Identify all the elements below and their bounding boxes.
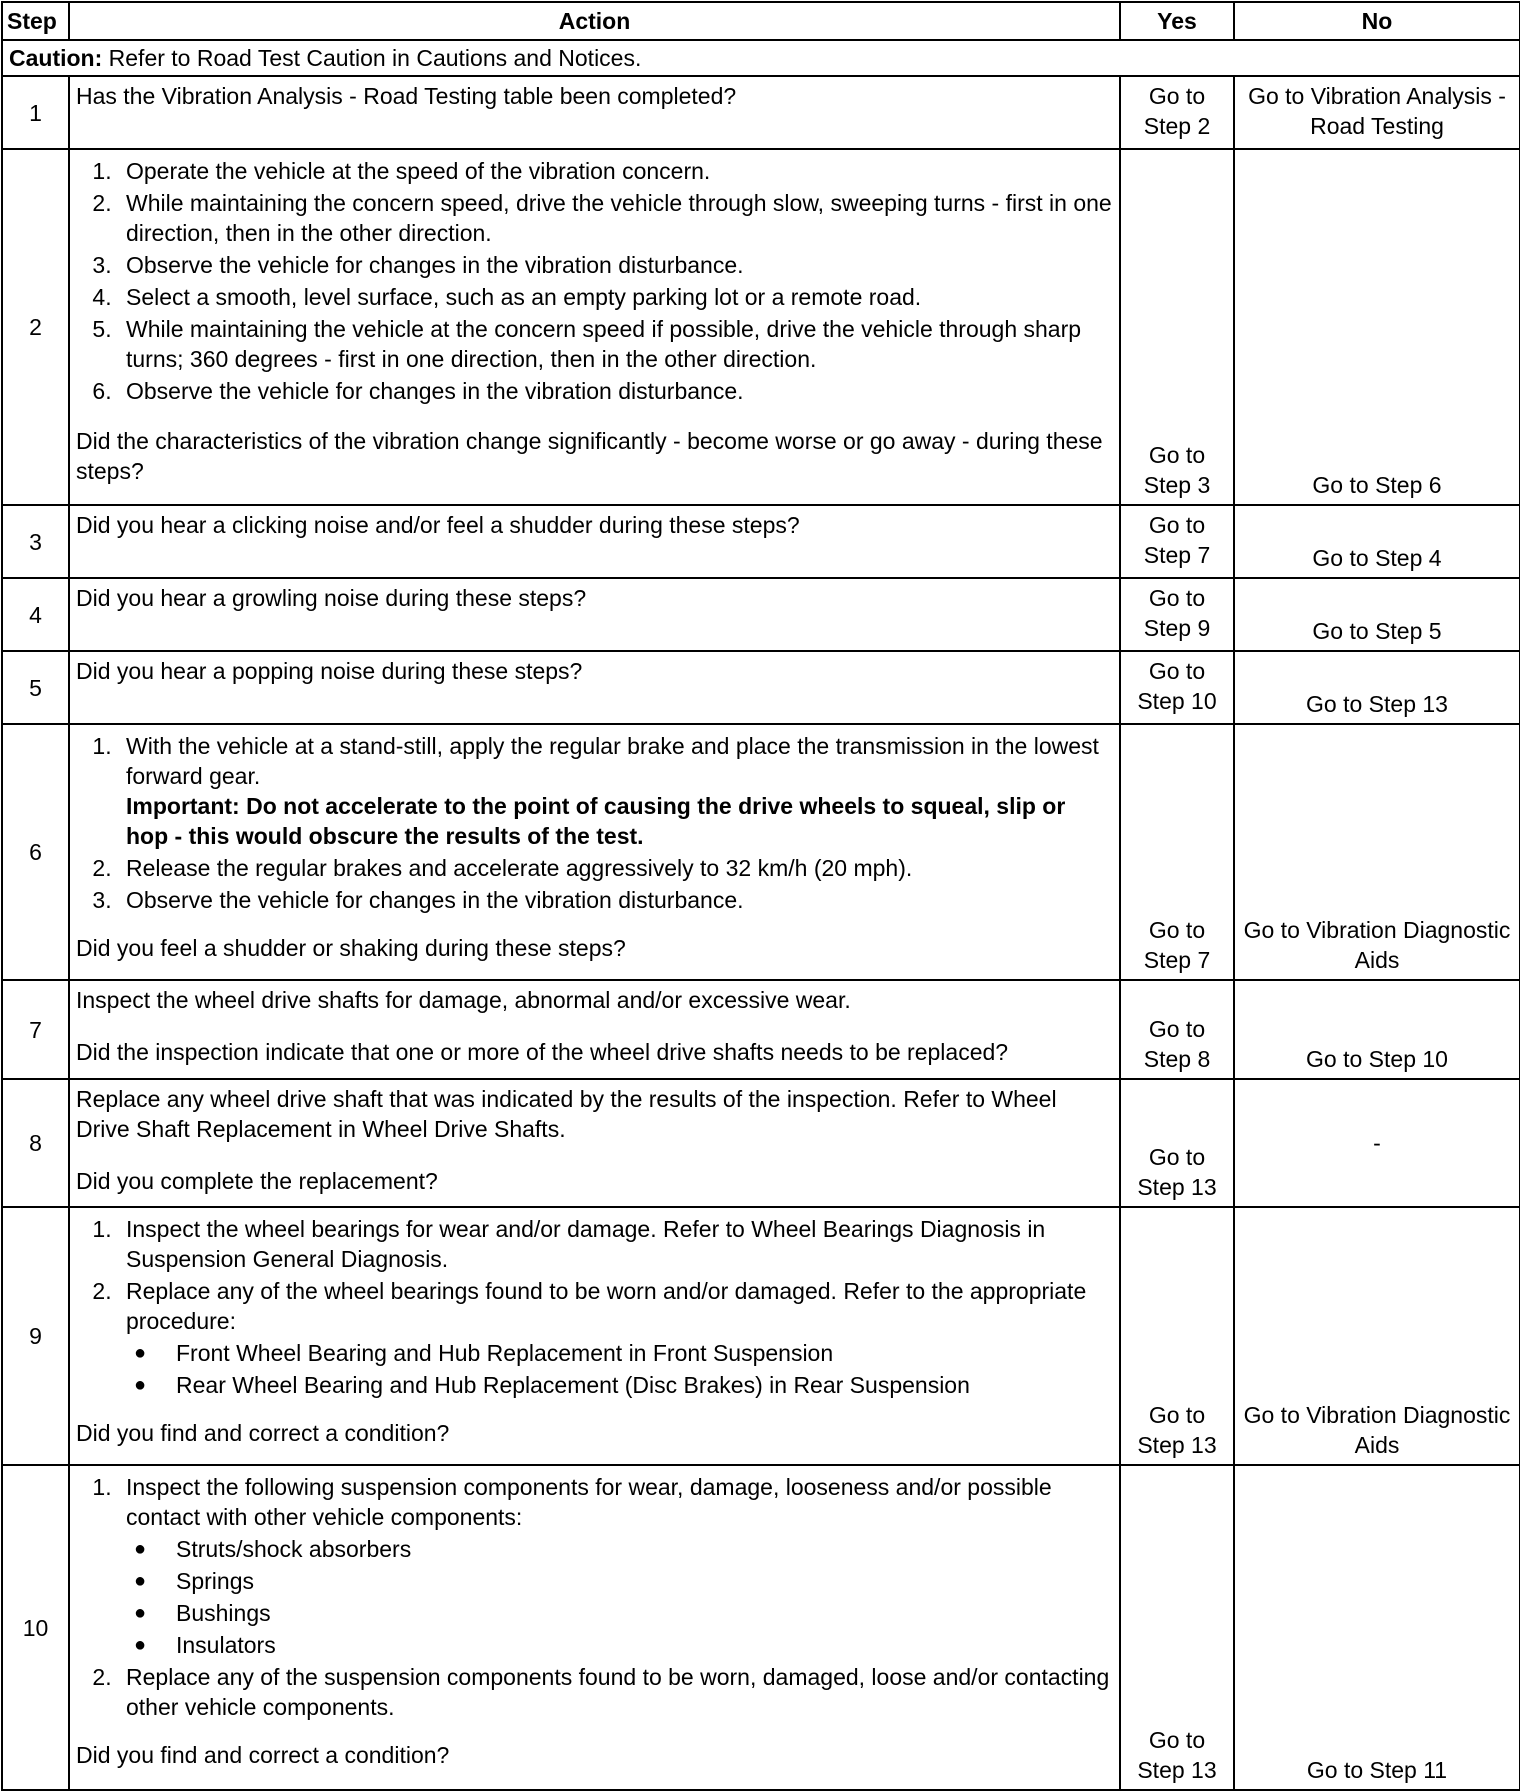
header-step: Step — [2, 2, 69, 40]
no-link[interactable]: Go to Vibration Analysis - Road Testing — [1234, 76, 1520, 149]
question-text: Did you find and correct a condition? — [76, 1420, 450, 1446]
step-number: 10 — [2, 1465, 69, 1790]
table-row — [2, 980, 1520, 1079]
yes-link[interactable]: Go to Step 2 — [1120, 76, 1234, 149]
important-note: Important: Do not accelerate to the point of causing the drive wheels to squeal, slip or hop - this would obscure the results of the test. — [126, 793, 1066, 849]
action-cell — [69, 724, 1120, 980]
yes-link[interactable]: Go to Step 10 — [1120, 651, 1234, 724]
caution-label: Caution: — [9, 45, 103, 71]
caution-row — [2, 40, 1520, 76]
caution-text: Refer to Road Test Caution in Cautions and Notices. — [102, 45, 642, 71]
action-cell — [69, 149, 1120, 505]
list-item — [118, 731, 1113, 851]
bullet-list — [126, 1338, 1113, 1400]
bullet-item: ● Springs — [168, 1566, 1113, 1596]
step-number: 5 — [2, 651, 69, 724]
action-text: Replace any wheel drive shaft that was indicated by the results of the inspection. Refer to Wheel Drive Shaft Replacement in Wheel Drive Shafts. — [76, 1086, 1057, 1142]
action-cell — [69, 505, 1120, 578]
no-link[interactable]: Go to Step 5 — [1234, 578, 1520, 651]
question-text: Did you feel a shudder or shaking during these steps? — [76, 935, 626, 961]
table-row — [2, 724, 1520, 980]
bullet-item: ● Bushings — [168, 1598, 1113, 1628]
step-number: 4 — [2, 578, 69, 651]
list-item — [118, 1472, 1113, 1660]
header-yes: Yes — [1120, 2, 1234, 40]
list-item: 2. Release the regular brakes and accelerate aggressively to 32 km/h (20 mph). — [118, 853, 1113, 883]
procedure-list — [76, 156, 1113, 406]
list-item: 6. Observe the vehicle for changes in the vibration disturbance. — [118, 376, 1113, 406]
yes-link[interactable]: Go to Step 7 — [1120, 505, 1234, 578]
step-number: 8 — [2, 1079, 69, 1207]
question-text: Did the characteristics of the vibration change significantly - become worse or go away - during these steps? — [76, 428, 1103, 484]
question-text: Did you hear a popping noise during these steps? — [76, 658, 583, 684]
list-item-text: Inspect the following suspension components for wear, damage, looseness and/or possible contact with other vehicle components: — [126, 1474, 1052, 1530]
no-link[interactable]: Go to Step 13 — [1234, 651, 1520, 724]
step-number: 1 — [2, 76, 69, 149]
step-number: 7 — [2, 980, 69, 1079]
yes-link[interactable]: Go to Step 13 — [1120, 1207, 1234, 1465]
header-no: No — [1234, 2, 1520, 40]
step-number: 9 — [2, 1207, 69, 1465]
question-text: Did you find and correct a condition? — [76, 1742, 450, 1768]
procedure-list — [76, 1214, 1113, 1400]
yes-link[interactable]: Go to Step 3 — [1120, 149, 1234, 505]
list-item-text: Replace any of the wheel bearings found to be worn and/or damaged. Refer to the appropriate procedure: — [126, 1278, 1087, 1334]
bullet-list — [126, 1534, 1113, 1660]
question-text: Did you hear a clicking noise and/or feel a shudder during these steps? — [76, 512, 800, 538]
no-link[interactable]: Go to Vibration Diagnostic Aids — [1234, 724, 1520, 980]
list-item: 1. Operate the vehicle at the speed of the vibration concern. — [118, 156, 1113, 186]
list-item: 4. Select a smooth, level surface, such as an empty parking lot or a remote road. — [118, 282, 1113, 312]
yes-link[interactable]: Go to Step 8 — [1120, 980, 1234, 1079]
bullet-item: ● Struts/shock absorbers — [168, 1534, 1113, 1564]
no-link: - — [1234, 1079, 1520, 1207]
step-number: 3 — [2, 505, 69, 578]
header-row — [2, 2, 1520, 40]
yes-link[interactable]: Go to Step 9 — [1120, 578, 1234, 651]
list-item: 3. Observe the vehicle for changes in the vibration disturbance. — [118, 885, 1113, 915]
step-number: 2 — [2, 149, 69, 505]
list-item: 2. While maintaining the concern speed, drive the vehicle through slow, sweeping turns - first in one direction, then in the other direction. — [118, 188, 1113, 248]
action-cell — [69, 1465, 1120, 1790]
list-item: 3. Observe the vehicle for changes in the vibration disturbance. — [118, 250, 1113, 280]
action-cell — [69, 980, 1120, 1079]
list-item: 2. Replace any of the suspension components found to be worn, damaged, loose and/or contacting other vehicle components. — [118, 1662, 1113, 1722]
no-link[interactable]: Go to Step 10 — [1234, 980, 1520, 1079]
action-text: Inspect the wheel drive shafts for damage, abnormal and/or excessive wear. — [76, 987, 851, 1013]
yes-link[interactable]: Go to Step 7 — [1120, 724, 1234, 980]
table-row — [2, 76, 1520, 149]
procedure-list — [76, 1472, 1113, 1722]
action-cell — [69, 651, 1120, 724]
list-item: 5. While maintaining the vehicle at the concern speed if possible, drive the vehicle through sharp turns; 360 degrees - first in one direction, then in the other direction. — [118, 314, 1113, 374]
caution-cell — [2, 40, 1520, 76]
diagnostic-table — [1, 1, 1520, 1791]
table-row — [2, 578, 1520, 651]
question-text: Has the Vibration Analysis - Road Testing table been completed? — [76, 83, 737, 109]
question-text: Did the inspection indicate that one or more of the wheel drive shafts needs to be replaced? — [76, 1039, 1009, 1065]
table-row — [2, 1079, 1520, 1207]
yes-link[interactable]: Go to Step 13 — [1120, 1465, 1234, 1790]
question-text: Did you complete the replacement? — [76, 1168, 438, 1194]
action-cell — [69, 1079, 1120, 1207]
question-text: Did you hear a growling noise during these steps? — [76, 585, 587, 611]
no-link[interactable]: Go to Step 4 — [1234, 505, 1520, 578]
table-row — [2, 149, 1520, 505]
table-row — [2, 651, 1520, 724]
table-row — [2, 1207, 1520, 1465]
no-link[interactable]: Go to Step 6 — [1234, 149, 1520, 505]
action-cell — [69, 578, 1120, 651]
table-row — [2, 505, 1520, 578]
no-link[interactable]: Go to Step 11 — [1234, 1465, 1520, 1790]
action-cell — [69, 76, 1120, 149]
yes-link[interactable]: Go to Step 13 — [1120, 1079, 1234, 1207]
no-link[interactable]: Go to Vibration Diagnostic Aids — [1234, 1207, 1520, 1465]
list-item: 1. Inspect the wheel bearings for wear and/or damage. Refer to Wheel Bearings Diagnosis in Suspension General Diagnosis. — [118, 1214, 1113, 1274]
bullet-item: ● Front Wheel Bearing and Hub Replacement in Front Suspension — [168, 1338, 1113, 1368]
bullet-item: ● Rear Wheel Bearing and Hub Replacement (Disc Brakes) in Rear Suspension — [168, 1370, 1113, 1400]
bullet-item: ● Insulators — [168, 1630, 1113, 1660]
header-action: Action — [69, 2, 1120, 40]
table-row — [2, 1465, 1520, 1790]
procedure-list — [76, 731, 1113, 915]
action-cell — [69, 1207, 1120, 1465]
list-item — [118, 1276, 1113, 1400]
list-item-text: With the vehicle at a stand-still, apply the regular brake and place the transmission in the lowest forward gear. — [126, 733, 1099, 789]
step-number: 6 — [2, 724, 69, 980]
